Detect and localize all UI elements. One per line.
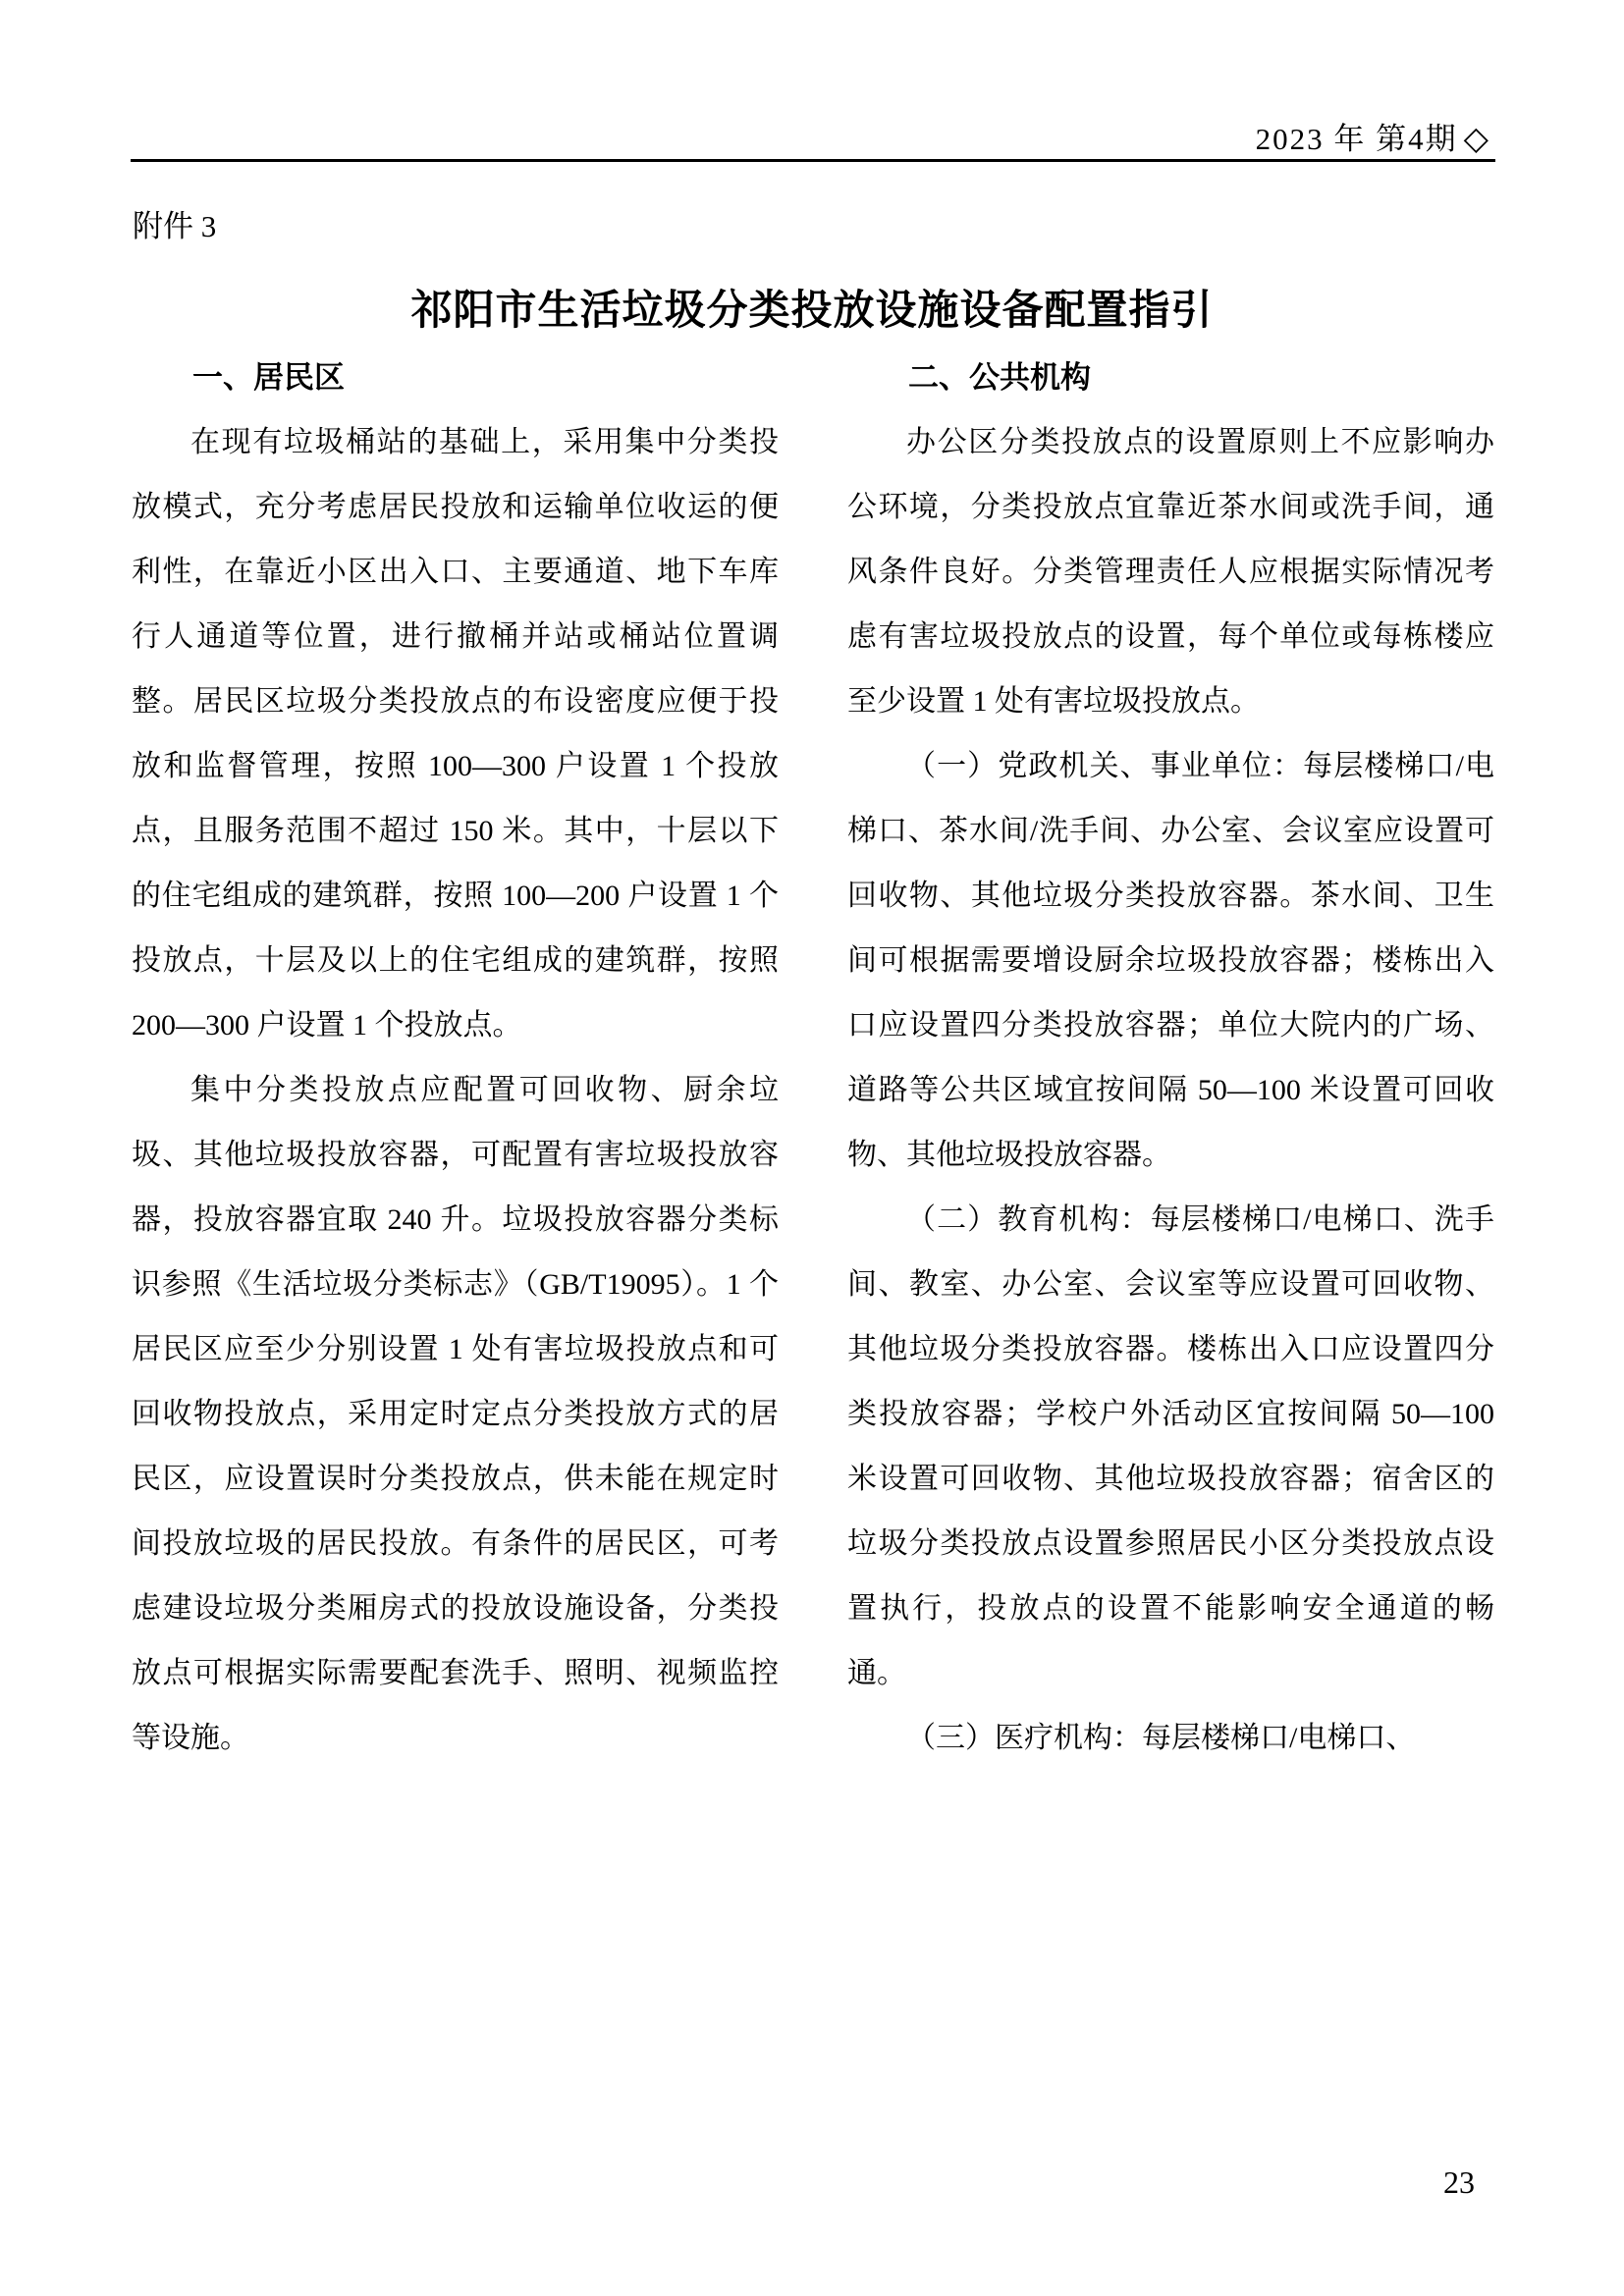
right-column xyxy=(847,346,1494,1771)
journal-issue: 2023 年 第4期 xyxy=(1255,122,1458,156)
header-rule xyxy=(131,159,1495,162)
paragraph: 在现有垃圾桶站的基础上，采用集中分类投放模式，充分考虑居民投放和运输单位收运的便利性，在靠近小区出入口、主要通道、地下车库行人通道等位置，进行撤桶并站或桶站位置调整。居民区垃圾分类投放点的布设密度应便于投放和监督管理，按照 100—300 户设置 1 个投放点，且服务范围不超过 150 米。其中，十层以下的住宅组成的建筑群，按照 100—200 户设置 1 个投放点，十层及以上的住宅组成的建筑群，按照 200—300 户设置 1 个投放点。 xyxy=(132,426,779,1041)
section-heading-residential: 一、居民区 xyxy=(192,360,345,395)
document-title: 祁阳市生活垃圾分类投放设施设备配置指引 xyxy=(410,289,1214,334)
diamond-icon: ◇ xyxy=(1463,122,1490,157)
section-heading-public-institutions: 二、公共机构 xyxy=(908,360,1091,395)
two-column-body xyxy=(132,346,1494,1771)
paragraph: （一）党政机关、事业单位：每层楼梯口/电梯口、茶水间/洗手间、办公室、会议室应设置可回收物、其他垃圾分类投放容器。茶水间、卫生间可根据需要增设厨余垃圾投放容器；楼栋出入口应设置四分类投放容器；单位大院内的广场、道路等公共区域宜按间隔 50—100 米设置可回收物、其他垃圾投放容器。 xyxy=(847,750,1494,1171)
paragraph: 办公区分类投放点的设置原则上不应影响办公环境，分类投放点宜靠近茶水间或洗手间，通风条件良好。分类管理责任人应根据实际情况考虑有害垃圾投放点的设置，每个单位或每栋楼应至少设置 1 处有害垃圾投放点。 xyxy=(847,426,1494,718)
paragraph: 集中分类投放点应配置可回收物、厨余垃圾、其他垃圾投放容器，可配置有害垃圾投放容器，投放容器宜取 240 升。垃圾投放容器分类标识参照《生活垃圾分类标志》（GB/T19095）。1 个居民区应至少分别设置 1 处有害垃圾投放点和可回收物投放点，采用定时定点分类投放方式的居民区，应设置误时分类投放点，供未能在规定时间投放垃圾的居民投放。有条件的居民区，可考虑建设垃圾分类厢房式的投放设施设备，分类投放点可根据实际需要配套洗手、照明、视频监控等设施。 xyxy=(132,1074,779,1754)
page-number: 23 xyxy=(1443,2164,1475,2200)
journal-header xyxy=(1256,114,1490,158)
paragraph: （二）教育机构：每层楼梯口/电梯口、洗手间、教室、办公室、会议室等应设置可回收物、其他垃圾分类投放容器。楼栋出入口应设置四分类投放容器；学校户外活动区宜按间隔 50—100 米设置可回收物、其他垃圾投放容器；宿舍区的垃圾分类投放点设置参照居民小区分类投放点设置执行，投放点的设置不能影响安全通道的畅通。 xyxy=(847,1203,1494,1689)
attachment-label: 附件 3 xyxy=(133,209,217,243)
paragraph: （三）医疗机构：每层楼梯口/电梯口、 xyxy=(906,1722,1416,1754)
left-column xyxy=(132,346,779,1771)
